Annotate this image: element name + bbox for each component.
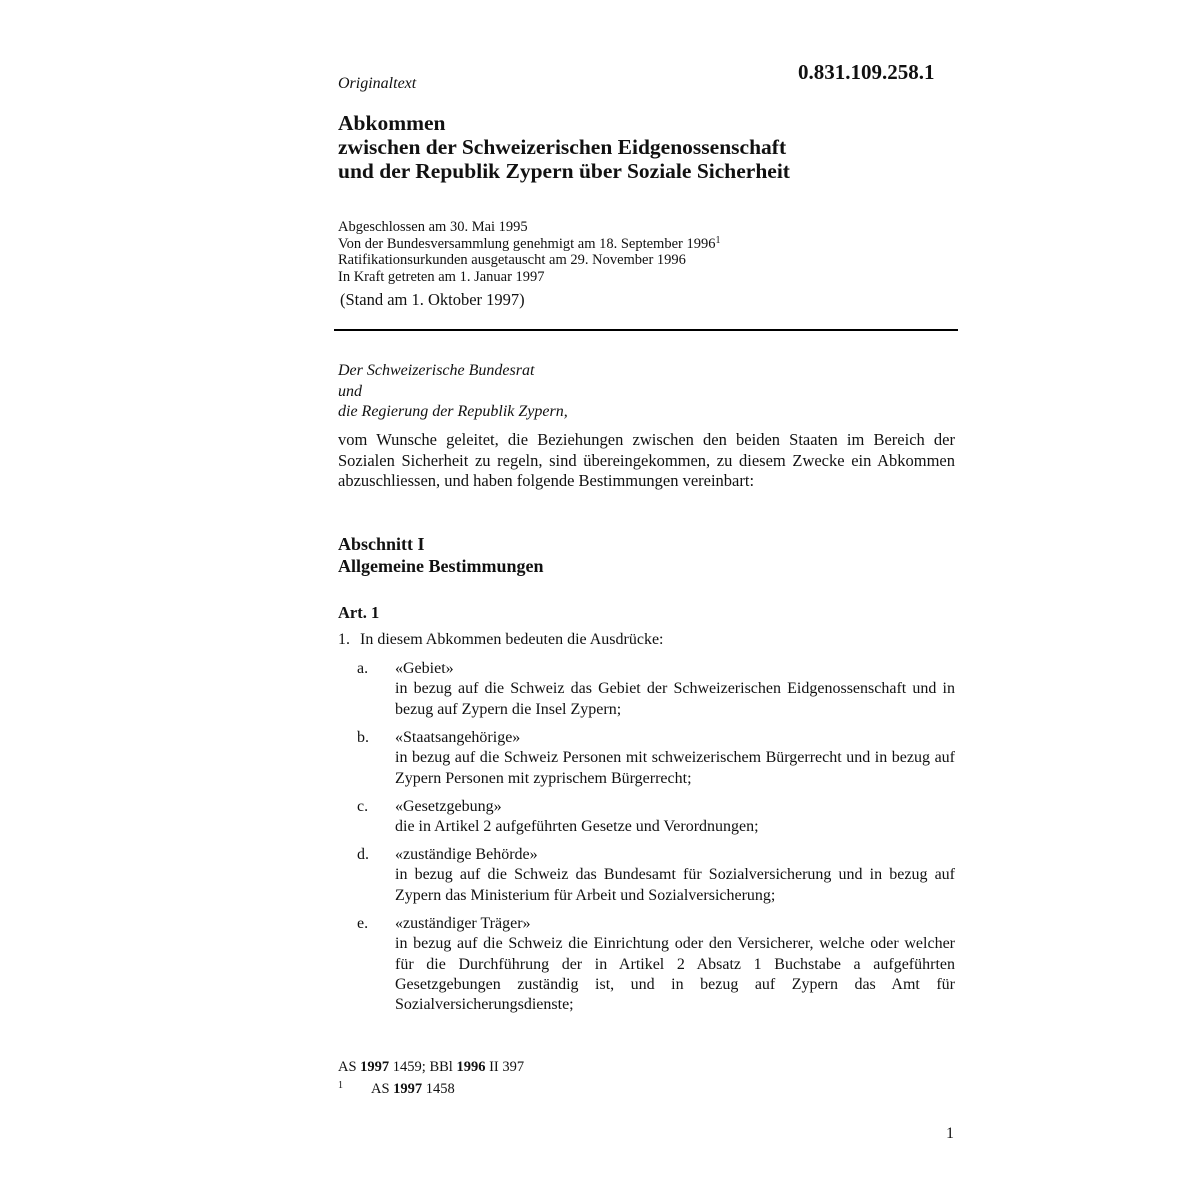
item-definition: in bezug auf die Schweiz das Gebiet der Schweizerischen Eidgenossenschaft und in bezug auf Zypern die Insel Zypern; [395,680,955,718]
item-term: «Staatsangehörige» [395,729,521,746]
header-divider [334,329,958,331]
definition-item [357,914,955,1015]
item-term: «Gesetzgebung» [395,798,502,815]
item-definition: in bezug auf die Schweiz das Bundesamt für Sozialversicherung und in bezug auf Zypern das Ministerium für Arbeit und Sozialversicherung; [395,866,955,904]
status-date: (Stand am 1. Oktober 1997) [340,290,525,309]
source-footnote [338,1059,524,1076]
party-conjunction: und [338,382,362,400]
as-page: 1459; BBl [392,1059,453,1075]
footnote-1 [338,1080,455,1098]
item-definition: in bezug auf die Schweiz die Einrichtung oder den Versicherer, welche oder welcher für die Durchführung der in Artikel 2 Absatz 1 Buchstabe a aufgeführten Gesetzgebungen zuständig ist, und in bezug auf Zypern das Amt für Sozialversicherungsdienste; [395,935,955,1014]
as-prefix: AS [338,1059,357,1075]
item-letter: d. [357,846,369,863]
preamble-text: vom Wunsche geleitet, die Beziehungen zwischen den beiden Staaten im Bereich der Sozialen Sicherheit zu regeln, sind übereingekommen, zu diesem Zwecke ein Abkommen abzuschliessen, und haben folgende Bestimmungen vereinbart: [338,430,955,490]
in-force-date: In Kraft getreten am 1. Januar 1997 [338,268,545,285]
article-heading: Art. 1 [338,603,380,622]
document-title [338,111,958,183]
definition-item [357,659,955,720]
approval-text: Von der Bundesversammlung genehmigt am 18. September 1996 [338,235,716,252]
item-letter: a. [357,660,369,677]
definition-item [357,845,955,906]
ratification-date: Ratifikationsurkunden ausgetauscht am 29. November 1996 [338,252,686,268]
party-cyprus: die Regierung der Republik Zypern, [338,403,568,420]
footnote-ref-1: 1 [715,234,721,246]
item-term: «zuständige Behörde» [395,846,538,863]
item-definition: in bezug auf die Schweiz Personen mit schweizerischem Bürgerrecht und in bezug auf Zypern Personen mit zyprischem Bürgerrecht; [395,749,955,787]
approval-date [338,236,720,253]
bbl-ref: II 397 [489,1059,525,1075]
item-letter: e. [357,915,369,932]
section-heading [338,534,543,577]
fn1-page: 1458 [425,1081,455,1097]
paragraph-text: In diesem Abkommen bedeuten die Ausdrücke: [360,631,664,648]
sr-number: 0.831.109.258.1 [798,60,935,84]
original-text-label: Originaltext [338,75,417,92]
document-metadata [338,219,720,285]
paragraph-number: 1. [338,631,350,648]
item-letter: c. [357,798,369,815]
definition-item [357,728,955,789]
section-title: Allgemeine Bestimmungen [338,555,544,576]
item-letter: b. [357,729,369,746]
page-number: 1 [946,1125,954,1142]
item-term: «zuständiger Träger» [395,915,531,932]
title-line-1: Abkommen [338,111,446,135]
footnote-mark: 1 [338,1080,343,1091]
title-line-2: zwischen der Schweizerischen Eidgenossenschaft [338,135,787,159]
definition-item [357,797,955,838]
title-line-3: und der Republik Zypern über Soziale Sicherheit [338,159,790,183]
item-term: «Gebiet» [395,660,454,677]
bbl-year: 1996 [456,1059,486,1075]
party-switzerland: Der Schweizerische Bundesrat [338,362,535,379]
article-paragraph [338,631,663,649]
fn1-prefix: AS [371,1081,390,1097]
as-year: 1997 [360,1059,390,1075]
concluded-date: Abgeschlossen am 30. Mai 1995 [338,219,528,235]
section-number: Abschnitt I [338,534,425,554]
contracting-parties [338,361,568,423]
item-definition: die in Artikel 2 aufgeführten Gesetze und Verordnungen; [395,818,759,836]
fn1-year: 1997 [393,1081,423,1097]
